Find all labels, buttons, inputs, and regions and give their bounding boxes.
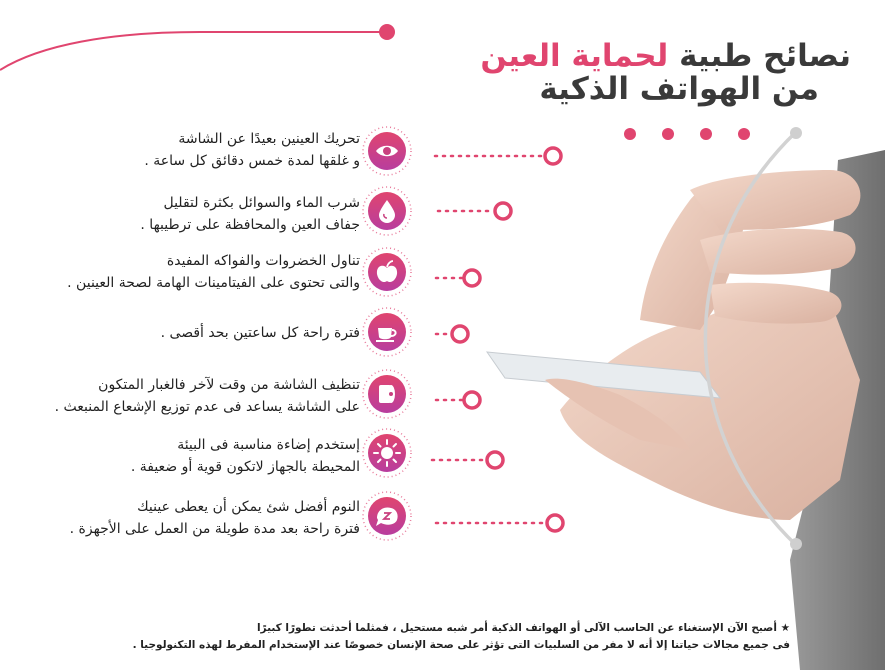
title-line-2: من الهواتف الذكية xyxy=(539,71,819,108)
tip-water xyxy=(140,192,360,236)
tissue-roll-icon xyxy=(363,370,411,418)
tip-line: تناول الخضروات والفواكه المفيدة xyxy=(166,253,360,269)
tip-vegetables-fruits xyxy=(67,250,360,294)
coffee-cup-icon xyxy=(363,308,411,356)
tip-line: إستخدم إضاءة مناسبة فى البيئة xyxy=(177,437,360,453)
title-accent: لحماية العين xyxy=(480,38,669,74)
tip-line: فترة راحة كل ساعتين بحد أقصى . xyxy=(160,325,360,341)
tip-line: تحريك العينين بعيدًا عن الشاشة xyxy=(178,131,360,147)
top-swoosh-line xyxy=(0,32,385,70)
tip-lighting xyxy=(131,434,360,478)
sleep-icon xyxy=(363,492,411,540)
arc-end-dot-bottom xyxy=(790,538,802,550)
connectors xyxy=(432,156,544,523)
arc-nodes xyxy=(452,148,563,531)
apple-icon xyxy=(363,248,411,296)
tip-line: جفاف العين والمحافظة على ترطيبها . xyxy=(140,217,360,233)
tip-rest-break xyxy=(161,322,360,344)
title-part-1: نصائح طبية xyxy=(679,38,851,74)
tip-sleep xyxy=(70,496,360,540)
tip-clean-screen xyxy=(55,374,360,418)
sun-icon xyxy=(363,429,411,477)
water-drop-icon xyxy=(363,187,411,235)
tip-line: تنظيف الشاشة من وقت لآخر فالغبار المتكون xyxy=(98,377,360,393)
title-line-1 xyxy=(480,40,851,73)
footnote-line: فى جميع مجالات حياتنا إلا أنه لا مفر من السلبيات التى تؤثر على صحة الإنسان خصوصًا عند الإستخدام المفرط لهذه التكنولوجيا . xyxy=(132,639,790,651)
decorative-dots xyxy=(624,128,750,140)
hand-phone-illustration xyxy=(487,150,885,670)
page-title xyxy=(480,40,851,107)
footnote xyxy=(132,620,790,654)
tip-line: المحيطة بالجهاز لاتكون قوية أو ضعيفة . xyxy=(130,459,360,475)
arc-end-dot-top xyxy=(790,127,802,139)
top-swoosh-dot xyxy=(379,24,395,40)
tip-line: والتى تحتوى على الفيتامينات الهامة لصحة العينين . xyxy=(67,275,360,291)
tip-line: فترة راحة بعد مدة طويلة من العمل على الأجهزة . xyxy=(69,521,360,537)
tip-line: شرب الماء والسوائل بكثرة لتقليل xyxy=(163,195,360,211)
tip-line: على الشاشة يساعد فى عدم توزيع الإشعاع المنبعث . xyxy=(54,399,360,415)
tip-line: النوم أفضل شئ يمكن أن يعطى عينيك xyxy=(137,499,360,515)
tip-line: و غلقها لمدة خمس دقائق كل ساعة . xyxy=(144,153,360,169)
tip-eye-movement xyxy=(144,128,360,172)
footnote-line: ★ أصبح الآن الإستغناء عن الحاسب الآلى أو الهواتف الذكية أمر شبه مستحيل ، فمثلما أحدثت تطورًا كبيرًا xyxy=(256,622,790,634)
eye-icon xyxy=(363,127,411,175)
